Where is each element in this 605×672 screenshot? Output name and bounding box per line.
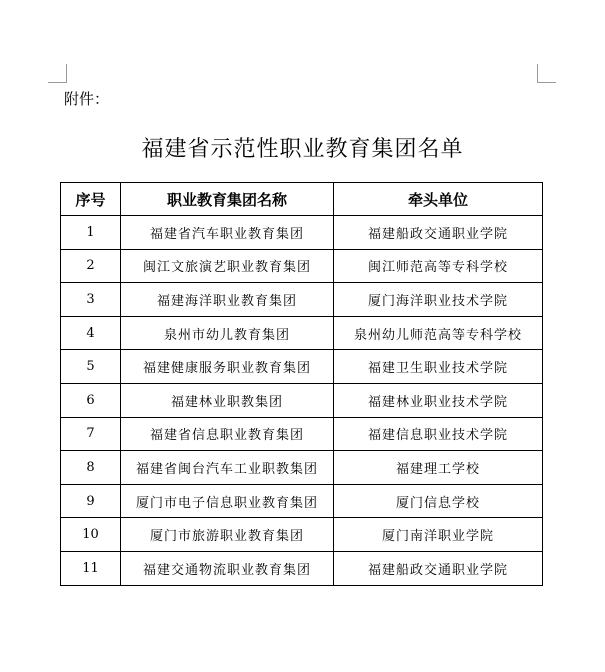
attachment-label: 附件： bbox=[64, 90, 110, 108]
table-row bbox=[61, 417, 543, 451]
row-index: 4 bbox=[61, 316, 121, 350]
row-lead-unit: 厦门海洋职业技术学院 bbox=[334, 283, 543, 317]
vocational-group-table bbox=[60, 182, 543, 586]
table-row bbox=[61, 216, 543, 250]
page-corner-mark-top-right bbox=[537, 64, 556, 83]
row-index: 5 bbox=[61, 350, 121, 384]
row-index: 2 bbox=[61, 249, 121, 283]
row-group-name: 福建健康服务职业教育集团 bbox=[121, 350, 334, 384]
row-index: 6 bbox=[61, 383, 121, 417]
row-lead-unit: 泉州幼儿师范高等专科学校 bbox=[334, 316, 543, 350]
row-lead-unit: 厦门信息学校 bbox=[334, 484, 543, 518]
row-group-name: 福建省信息职业教育集团 bbox=[121, 417, 334, 451]
row-index: 7 bbox=[61, 417, 121, 451]
header-lead-unit: 牵头单位 bbox=[334, 183, 543, 216]
table-row bbox=[61, 283, 543, 317]
row-group-name: 福建海洋职业教育集团 bbox=[121, 283, 334, 317]
row-index: 3 bbox=[61, 283, 121, 317]
document-title: 福建省示范性职业教育集团名单 bbox=[141, 137, 464, 162]
row-index: 1 bbox=[61, 216, 121, 250]
row-lead-unit: 福建林业职业技术学院 bbox=[334, 383, 543, 417]
row-group-name: 福建省汽车职业教育集团 bbox=[121, 216, 334, 250]
row-lead-unit: 福建信息职业技术学院 bbox=[334, 417, 543, 451]
header-index: 序号 bbox=[61, 183, 121, 216]
table-row bbox=[61, 551, 543, 585]
table-row bbox=[61, 518, 543, 552]
row-index: 11 bbox=[61, 551, 121, 585]
row-group-name: 厦门市电子信息职业教育集团 bbox=[121, 484, 334, 518]
table-row bbox=[61, 249, 543, 283]
row-group-name: 福建林业职教集团 bbox=[121, 383, 334, 417]
table-row bbox=[61, 484, 543, 518]
row-lead-unit: 闽江师范高等专科学校 bbox=[334, 249, 543, 283]
row-lead-unit: 厦门南洋职业学院 bbox=[334, 518, 543, 552]
table-row bbox=[61, 451, 543, 485]
row-index: 8 bbox=[61, 451, 121, 485]
row-group-name: 泉州市幼儿教育集团 bbox=[121, 316, 334, 350]
table-row bbox=[61, 350, 543, 384]
row-group-name: 厦门市旅游职业教育集团 bbox=[121, 518, 334, 552]
row-group-name: 福建交通物流职业教育集团 bbox=[121, 551, 334, 585]
row-lead-unit: 福建卫生职业技术学院 bbox=[334, 350, 543, 384]
row-index: 9 bbox=[61, 484, 121, 518]
row-index: 10 bbox=[61, 518, 121, 552]
header-group-name: 职业教育集团名称 bbox=[121, 183, 334, 216]
row-group-name: 闽江文旅演艺职业教育集团 bbox=[121, 249, 334, 283]
row-lead-unit: 福建船政交通职业学院 bbox=[334, 216, 543, 250]
row-lead-unit: 福建船政交通职业学院 bbox=[334, 551, 543, 585]
table-row bbox=[61, 383, 543, 417]
row-group-name: 福建省闽台汽车工业职教集团 bbox=[121, 451, 334, 485]
table-row bbox=[61, 316, 543, 350]
page-corner-mark-top-left bbox=[48, 64, 67, 83]
row-lead-unit: 福建理工学校 bbox=[334, 451, 543, 485]
table-header-row bbox=[61, 183, 543, 216]
